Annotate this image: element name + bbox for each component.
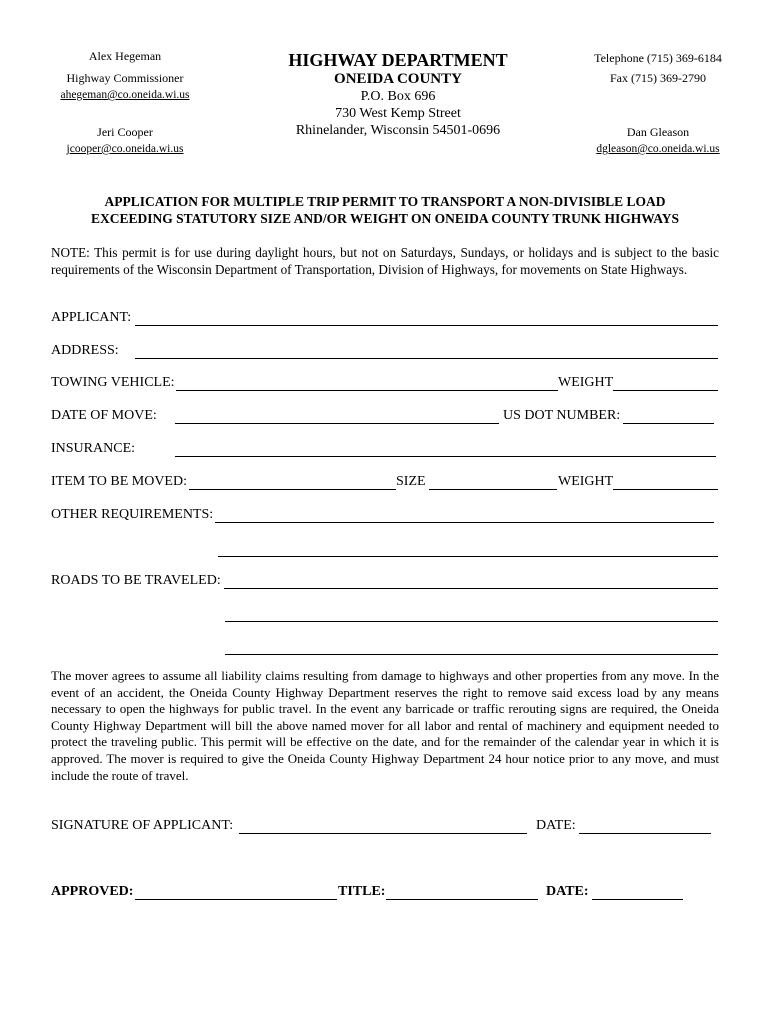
signature-input-line[interactable] bbox=[239, 833, 527, 834]
signature-row bbox=[51, 816, 718, 836]
insurance-label: INSURANCE: bbox=[51, 441, 136, 456]
county-name: ONEIDA COUNTY bbox=[334, 71, 462, 87]
form-title-line2: EXCEEDING STATUTORY SIZE AND/OR WEIGHT ON ONEIDA COUNTY TRUNK HIGHWAYS bbox=[90, 211, 680, 226]
applicant-input-line[interactable] bbox=[135, 325, 718, 326]
approval-date-input-line[interactable] bbox=[592, 899, 683, 900]
size-label: SIZE bbox=[396, 474, 426, 489]
roads-input-line-2[interactable] bbox=[225, 621, 718, 622]
other-requirements-input-line-2[interactable] bbox=[218, 556, 718, 557]
po-box: P.O. Box 696 bbox=[360, 89, 436, 104]
item-label: ITEM TO BE MOVED: bbox=[51, 474, 187, 489]
weight2-label: WEIGHT bbox=[558, 474, 614, 489]
roads-row bbox=[51, 571, 718, 591]
insurance-input-line[interactable] bbox=[175, 456, 716, 457]
contact-email-jeri[interactable]: jcooper@co.oneida.wi.us bbox=[66, 143, 184, 155]
roads-row-3 bbox=[51, 637, 718, 657]
note-paragraph: NOTE: This permit is for use during daylight hours, but not on Saturdays, Sundays, or holidays and is subject to the basic requirements of the Wisconsin Department of Transportation, Division of Highways, for movements on State Highways. bbox=[51, 245, 719, 277]
department-title: HIGHWAY DEPARTMENT bbox=[288, 50, 508, 70]
approved-input-line[interactable] bbox=[135, 899, 337, 900]
other-requirements-row bbox=[51, 505, 718, 525]
commissioner-title: Highway Commissioner bbox=[66, 71, 184, 85]
telephone: Telephone (715) 369-6184 bbox=[594, 51, 722, 65]
street-address: 730 West Kemp Street bbox=[335, 106, 461, 121]
towing-vehicle-label: TOWING VEHICLE: bbox=[51, 375, 175, 390]
weight-label: WEIGHT bbox=[558, 375, 614, 390]
approval-title-label: TITLE: bbox=[338, 884, 386, 899]
approval-row bbox=[51, 882, 718, 902]
contact-name-dan: Dan Gleason bbox=[626, 125, 690, 139]
item-row bbox=[51, 472, 718, 492]
size-input-line[interactable] bbox=[429, 489, 557, 490]
roads-input-line-3[interactable] bbox=[225, 654, 718, 655]
commissioner-name: Alex Hegeman bbox=[88, 49, 162, 63]
form-title-line1: APPLICATION FOR MULTIPLE TRIP PERMIT TO TRANSPORT A NON-DIVISIBLE LOAD bbox=[104, 194, 666, 209]
address-label: ADDRESS: bbox=[51, 343, 119, 358]
city-state-zip: Rhinelander, Wisconsin 54501-0696 bbox=[295, 123, 501, 138]
address-row bbox=[51, 341, 718, 361]
applicant-label: APPLICANT: bbox=[51, 310, 132, 325]
liability-paragraph: The mover agrees to assume all liability claims resulting from damage to highways and other properties from any move. In the event of an accident, the Oneida County Highway Department reserves the right to remove said excess load by any means necessary to open the highways for public travel. In the event any barricade or traffic rerouting signs are required, the Oneida County Highway Department will bill the above named mover for all labor and rental of machinery and equipment needed to protect the traveling public. This permit will be effective on the date, and for the remainder of the calendar year in which it is approved. The mover is required to give the Oneida County Highway Department 24 hour notice prior to any move, and must include the route of travel. bbox=[51, 668, 719, 783]
towing-vehicle-input-line[interactable] bbox=[176, 390, 558, 391]
date-of-move-input-line[interactable] bbox=[175, 423, 499, 424]
approval-date-label: DATE: bbox=[546, 884, 589, 899]
roads-input-line[interactable] bbox=[224, 588, 718, 589]
fax: Fax (715) 369-2790 bbox=[610, 71, 706, 85]
commissioner-email[interactable]: ahegeman@co.oneida.wi.us bbox=[60, 89, 190, 101]
contact-name-jeri: Jeri Cooper bbox=[97, 125, 153, 139]
us-dot-input-line[interactable] bbox=[623, 423, 714, 424]
signature-label: SIGNATURE OF APPLICANT: bbox=[51, 818, 234, 833]
signature-date-input-line[interactable] bbox=[579, 833, 711, 834]
date-of-move-label: DATE OF MOVE: bbox=[51, 408, 157, 423]
roads-row-2 bbox=[51, 604, 718, 624]
other-requirements-input-line[interactable] bbox=[215, 522, 714, 523]
approval-title-input-line[interactable] bbox=[386, 899, 538, 900]
contact-email-dan[interactable]: dgleason@co.oneida.wi.us bbox=[596, 143, 720, 155]
other-requirements-row-2 bbox=[51, 539, 718, 559]
towing-vehicle-row bbox=[51, 373, 718, 393]
item-input-line[interactable] bbox=[189, 489, 396, 490]
insurance-row bbox=[51, 439, 718, 459]
roads-label: ROADS TO BE TRAVELED: bbox=[51, 573, 221, 588]
approved-label: APPROVED: bbox=[51, 884, 134, 899]
applicant-row bbox=[51, 308, 718, 328]
other-requirements-label: OTHER REQUIREMENTS: bbox=[51, 507, 214, 522]
weight2-input-line[interactable] bbox=[613, 489, 718, 490]
weight-input-line[interactable] bbox=[613, 390, 718, 391]
date-of-move-row bbox=[51, 406, 718, 426]
us-dot-label: US DOT NUMBER: bbox=[503, 408, 621, 423]
signature-date-label: DATE: bbox=[536, 818, 576, 833]
address-input-line[interactable] bbox=[135, 358, 718, 359]
